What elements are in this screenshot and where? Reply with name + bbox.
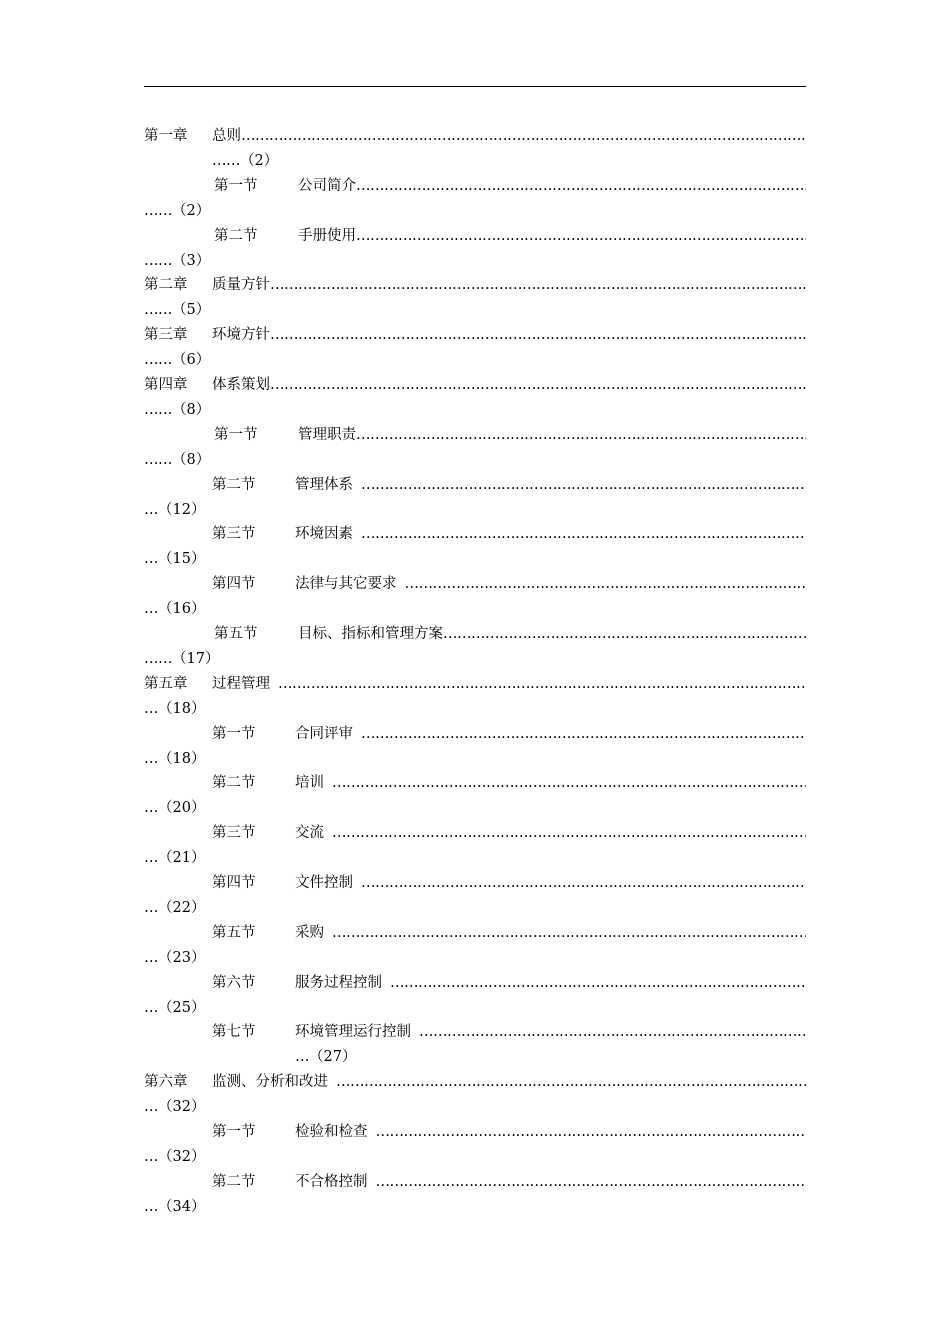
dot-leader-continuation: … [144, 1099, 158, 1116]
toc-entry-label: 第一章 [144, 128, 188, 144]
toc-entry-line [144, 373, 806, 398]
dot-leader [270, 327, 806, 343]
toc-entry-page-line [144, 946, 205, 971]
dot-leader [336, 1074, 806, 1090]
toc-entry-page-number: （25） [158, 999, 206, 1016]
dot-leader [390, 975, 806, 991]
toc-entry-label: 第四节 [212, 576, 256, 593]
toc-entry-page-number: （32） [158, 1148, 206, 1165]
toc-entry[interactable] [144, 473, 806, 523]
toc-entry[interactable] [144, 423, 806, 473]
toc-entry-label: 第二节 [212, 775, 256, 792]
dot-leader-continuation: … [144, 1148, 158, 1165]
toc-entry[interactable] [144, 1170, 806, 1220]
toc-entry-label: 第四章 [144, 376, 188, 393]
toc-entry-page-number: （16） [158, 601, 206, 618]
toc-entry-title: 过程管理 [212, 675, 270, 692]
toc-entry[interactable] [144, 622, 806, 672]
toc-entry[interactable] [144, 871, 806, 921]
toc-entry-title: 总则 [212, 128, 241, 144]
dot-leader [332, 825, 806, 841]
toc-entry-page-number: （18） [158, 750, 206, 767]
toc-entry-title: 采购 [295, 924, 324, 941]
table-of-contents [144, 124, 806, 1220]
toc-entry-line [144, 921, 806, 946]
dot-leader-continuation: …… [144, 352, 172, 369]
toc-entry-page-line [144, 647, 219, 672]
toc-entry-title: 体系策划 [212, 376, 270, 393]
toc-entry-page-line [144, 996, 205, 1021]
toc-entry-page-number: （21） [158, 850, 206, 867]
toc-entry-title: 不合格控制 [295, 1173, 368, 1190]
toc-entry-title: 服务过程控制 [295, 974, 382, 991]
toc-entry-label: 第五节 [212, 924, 256, 941]
toc-entry-label: 第一节 [212, 1123, 256, 1140]
toc-entry-label: 第三章 [144, 327, 188, 344]
dot-leader [405, 576, 807, 592]
toc-entry-title: 质量方针 [212, 277, 270, 294]
toc-entry-label: 第六节 [212, 974, 256, 991]
toc-entry-page-number: （27） [309, 1049, 357, 1066]
toc-entry-page-line [144, 597, 205, 622]
toc-entry-title: 手册使用 [298, 227, 356, 244]
toc-entry-line [144, 1020, 806, 1045]
toc-entry[interactable] [144, 124, 806, 174]
toc-entry-line [144, 821, 806, 846]
toc-entry-label: 第一节 [214, 177, 258, 194]
toc-entry-label: 第五节 [214, 625, 258, 642]
toc-entry[interactable] [144, 572, 806, 622]
dot-leader [376, 1174, 807, 1190]
dot-leader [270, 377, 806, 393]
dot-leader-continuation: … [144, 800, 158, 817]
dot-leader [419, 1024, 806, 1040]
toc-entry-title: 检验和检查 [295, 1123, 368, 1140]
toc-entry-line [144, 1120, 806, 1145]
toc-entry-line [144, 273, 806, 298]
dot-leader-continuation: …… [144, 401, 172, 418]
toc-entry-label: 第二节 [212, 476, 256, 493]
toc-entry-title: 环境管理运行控制 [295, 1024, 411, 1041]
dot-leader-continuation: … [144, 551, 158, 568]
dot-leader [332, 925, 806, 941]
toc-entry-page-line [144, 398, 210, 423]
toc-entry-title: 合同评审 [295, 725, 353, 742]
dot-leader-continuation: … [144, 700, 158, 717]
toc-entry-page-line [144, 796, 205, 821]
dot-leader-continuation: …… [144, 252, 172, 269]
toc-entry-page-number: （22） [158, 899, 206, 916]
toc-entry-line [144, 522, 806, 547]
dot-leader [356, 178, 806, 194]
toc-entry-page-line [144, 697, 205, 722]
toc-entry-page-number: （6） [172, 352, 211, 369]
toc-entry-label: 第三节 [212, 825, 256, 842]
toc-entry-page-number: （18） [158, 700, 206, 717]
toc-entry-line [144, 672, 806, 697]
toc-entry[interactable] [144, 971, 806, 1021]
toc-entry-label: 第一节 [214, 426, 258, 443]
toc-entry-line [144, 174, 806, 199]
dot-leader-continuation: … [144, 501, 158, 518]
toc-entry[interactable] [144, 821, 806, 871]
toc-entry-title: 法律与其它要求 [295, 576, 397, 593]
dot-leader-continuation: … [295, 1049, 309, 1066]
toc-entry-title: 环境因素 [295, 526, 353, 543]
dot-leader [278, 676, 806, 692]
toc-entry[interactable] [144, 722, 806, 772]
dot-leader [332, 775, 806, 791]
toc-entry-page-number: （34） [158, 1198, 206, 1215]
toc-entry-label: 第五章 [144, 675, 188, 692]
toc-entry-label: 第六章 [144, 1074, 188, 1091]
toc-entry-page-number: （3） [172, 252, 211, 269]
toc-entry-title: 交流 [295, 825, 324, 842]
toc-entry-page-line [212, 149, 278, 174]
toc-entry-label: 第三节 [212, 526, 256, 543]
dot-leader-continuation: …… [144, 650, 172, 667]
toc-entry[interactable] [144, 323, 806, 373]
toc-entry-line [144, 871, 806, 896]
toc-entry[interactable] [144, 174, 806, 224]
dot-leader [361, 875, 806, 891]
toc-entry-title: 目标、指标和管理方案 [298, 625, 443, 642]
toc-entry-page-number: （12） [158, 501, 206, 518]
dot-leader-continuation: … [144, 999, 158, 1016]
dot-leader-continuation: … [144, 1198, 158, 1215]
toc-entry-page-number: （15） [158, 551, 206, 568]
toc-entry-page-line [144, 298, 210, 323]
toc-entry-line [144, 124, 806, 149]
toc-entry[interactable] [144, 1020, 806, 1070]
toc-entry-title: 管理职责 [298, 426, 356, 443]
dot-leader-continuation: …… [144, 202, 172, 219]
toc-entry-label: 第二节 [214, 227, 258, 244]
toc-entry-page-number: （2） [240, 153, 279, 169]
dot-leader-continuation: … [144, 850, 158, 867]
toc-entry-label: 第二节 [212, 1173, 256, 1190]
toc-entry-title: 公司简介 [298, 177, 356, 194]
toc-entry-line [144, 323, 806, 348]
toc-entry-page-line [144, 896, 205, 921]
toc-entry-page-line [144, 348, 210, 373]
toc-entry-page-line [144, 498, 205, 523]
toc-entry-line [144, 224, 806, 249]
toc-entry[interactable] [144, 522, 806, 572]
dot-leader [241, 128, 806, 144]
toc-entry-page-number: （8） [172, 401, 211, 418]
toc-entry-page-line [144, 547, 205, 572]
dot-leader [356, 427, 806, 443]
toc-entry-page-number: （5） [172, 302, 211, 319]
toc-entry-page-number: （2） [172, 202, 211, 219]
toc-entry-page-number: （32） [158, 1099, 206, 1116]
toc-entry-label: 第七节 [212, 1024, 256, 1041]
header-rule [144, 86, 806, 87]
toc-entry-page-line [144, 846, 205, 871]
dot-leader [376, 1124, 807, 1140]
toc-entry-page-number: （8） [172, 451, 211, 468]
toc-entry[interactable] [144, 771, 806, 821]
dot-leader [361, 526, 806, 542]
toc-entry-page-line [144, 249, 210, 274]
toc-entry-page-number: （20） [158, 800, 206, 817]
toc-entry-title: 管理体系 [295, 476, 353, 493]
dot-leader [443, 626, 806, 642]
toc-entry[interactable] [144, 273, 806, 323]
toc-entry-page-line [144, 1195, 205, 1220]
toc-entry[interactable] [144, 672, 806, 722]
toc-entry-page-line [295, 1045, 356, 1070]
toc-entry-label: 第四节 [212, 874, 256, 891]
dot-leader-continuation: … [144, 899, 158, 916]
toc-entry-line [144, 622, 806, 647]
toc-entry-page-line [144, 448, 210, 473]
dot-leader [361, 726, 806, 742]
dot-leader-continuation: …… [144, 451, 172, 468]
toc-entry-page-line [144, 1145, 205, 1170]
toc-entry[interactable] [144, 224, 806, 274]
toc-entry-line [144, 423, 806, 448]
toc-entry-page-line [144, 1095, 205, 1120]
toc-entry-line [144, 572, 806, 597]
toc-entry-page-line [144, 747, 205, 772]
toc-entry-title: 环境方针 [212, 327, 270, 344]
toc-entry[interactable] [144, 1070, 806, 1120]
toc-entry[interactable] [144, 921, 806, 971]
toc-entry-title: 文件控制 [295, 874, 353, 891]
dot-leader-continuation: … [144, 750, 158, 767]
dot-leader-continuation: … [144, 949, 158, 966]
dot-leader-continuation: …… [144, 302, 172, 319]
toc-entry[interactable] [144, 1120, 806, 1170]
toc-entry-label: 第一节 [212, 725, 256, 742]
dot-leader [356, 228, 806, 244]
dot-leader-continuation: …… [212, 153, 240, 169]
dot-leader [270, 277, 806, 293]
toc-entry-title: 培训 [295, 775, 324, 792]
toc-entry-line [144, 1170, 806, 1195]
toc-entry-line [144, 971, 806, 996]
dot-leader-continuation: … [144, 601, 158, 618]
toc-entry-line [144, 771, 806, 796]
toc-entry-page-number: （17） [172, 650, 220, 667]
toc-entry-line [144, 1070, 806, 1095]
toc-entry-line [144, 473, 806, 498]
toc-entry-line [144, 722, 806, 747]
toc-entry[interactable] [144, 373, 806, 423]
toc-entry-page-line [144, 199, 210, 224]
toc-entry-label: 第二章 [144, 277, 188, 294]
toc-entry-title: 监测、分析和改进 [212, 1074, 328, 1091]
toc-entry-page-number: （23） [158, 949, 206, 966]
dot-leader [361, 477, 806, 493]
